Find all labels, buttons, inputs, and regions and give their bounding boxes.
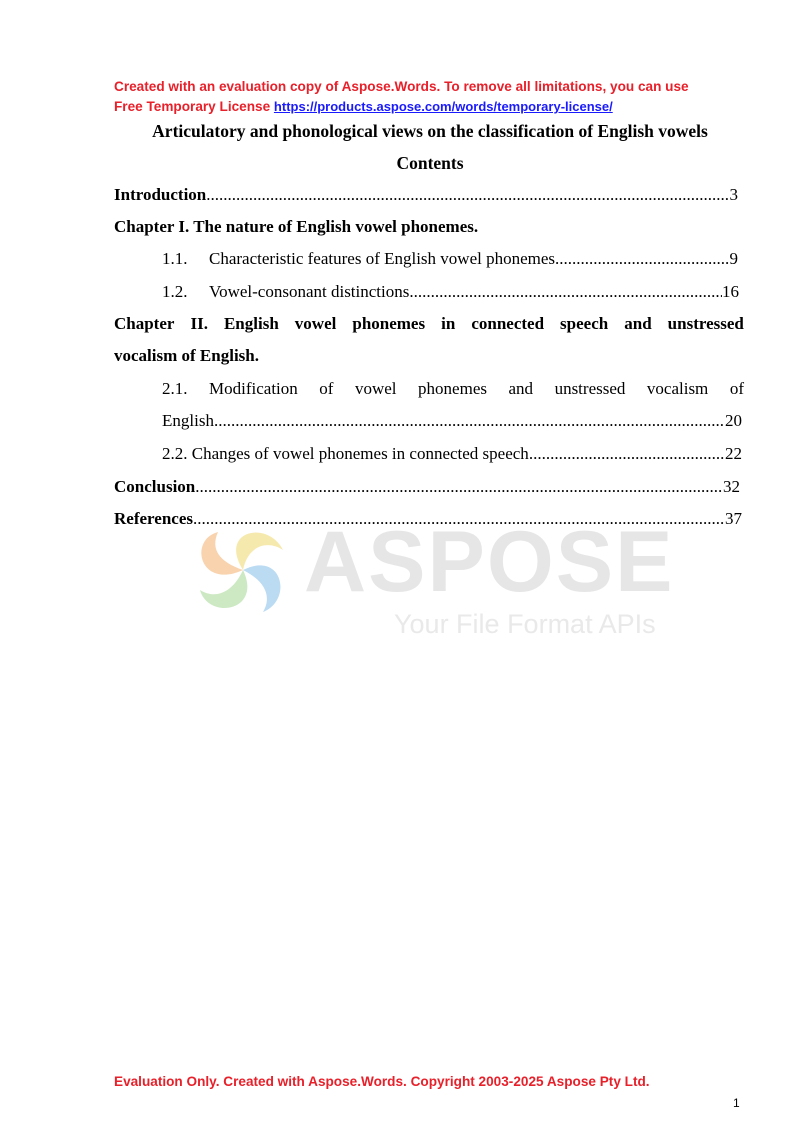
toc-label: Conclusion (114, 477, 196, 496)
evaluation-notice-line2 (114, 97, 754, 117)
aspose-logo-icon (188, 520, 298, 620)
watermark-tagline: Your File Format APIs (394, 609, 656, 639)
toc-entry-2-1-line2[interactable] (162, 410, 742, 432)
toc-leader (193, 508, 725, 530)
toc-number: 1.1. (162, 249, 188, 268)
page-number: 1 (733, 1096, 740, 1110)
toc-leader (206, 184, 729, 206)
evaluation-notice (114, 77, 754, 117)
toc-label: English (162, 411, 214, 430)
toc-page-number: 22 (725, 444, 742, 463)
evaluation-notice-line1: Created with an evaluation copy of Aspose.Words. To remove all limitations, you can use (114, 79, 689, 94)
toc-entry-conclusion[interactable] (114, 476, 740, 498)
temporary-license-link[interactable]: https://products.aspose.com/words/temporary-license/ (273, 99, 613, 114)
toc-leader (555, 248, 729, 270)
toc-page-number: 32 (723, 477, 740, 496)
toc-entry-chapter-1[interactable]: Chapter I. The nature of English vowel phonemes. (114, 217, 479, 236)
toc-page-number: 20 (725, 411, 742, 430)
toc-entry-references[interactable] (114, 508, 742, 530)
toc-label: Vowel-consonant distinctions (209, 282, 410, 301)
toc-entry-chapter-2-line2[interactable]: vocalism of English. (114, 346, 259, 365)
toc-leader (529, 443, 725, 465)
toc-entry-2-1-line1[interactable]: 2.1. Modification of vowel phonemes and unstressed vocalism of (162, 379, 744, 398)
toc-label: References (114, 509, 193, 528)
toc-entry-introduction[interactable] (114, 184, 738, 206)
document-title: Articulatory and phonological views on the classification of English vowels (152, 121, 708, 141)
toc-page-number: 3 (729, 185, 738, 204)
watermark-brand: ASPOSE (304, 514, 675, 610)
aspose-watermark (188, 514, 678, 650)
toc-leader (195, 476, 723, 498)
toc-label: Introduction (114, 185, 207, 204)
toc-entry-2-2[interactable] (162, 443, 742, 465)
toc-page-number: 16 (722, 282, 739, 301)
license-label: Free Temporary License (114, 99, 274, 114)
toc-label: Characteristic features of English vowel phonemes (209, 249, 556, 268)
footer-evaluation-notice: Evaluation Only. Created with Aspose.Words. Copyright 2003-2025 Aspose Pty Ltd. (114, 1074, 650, 1089)
toc-page-number: 37 (725, 509, 742, 528)
toc-label: 2.2. Changes of vowel phonemes in connected speech (162, 444, 529, 463)
toc-page-number: 9 (729, 249, 738, 268)
toc-entry-1-2[interactable] (162, 281, 739, 303)
contents-heading: Contents (396, 153, 464, 173)
toc-leader (214, 410, 725, 432)
toc-number: 1.2. (162, 282, 188, 301)
toc-leader (409, 281, 722, 303)
toc-entry-1-1[interactable] (162, 248, 738, 270)
toc-entry-chapter-2-line1[interactable]: Chapter II. English vowel phonemes in connected speech and unstressed (114, 314, 744, 333)
